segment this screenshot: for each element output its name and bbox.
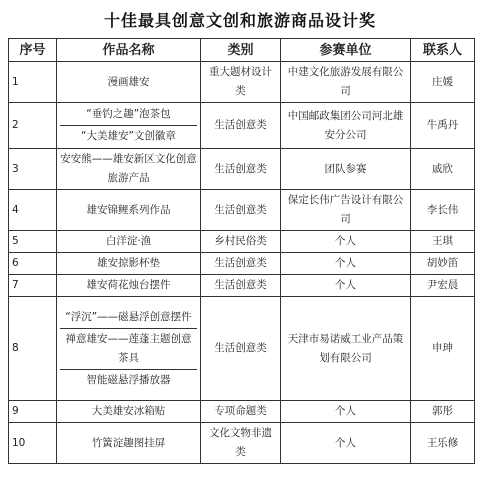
row-number: 8 — [9, 297, 57, 401]
work-name: 竹簧淀趣图挂屏 — [57, 423, 201, 464]
table-row — [9, 149, 475, 190]
work-name: 雄安掠影杯垫 — [57, 253, 201, 275]
table-row — [9, 190, 475, 231]
category-cell: 乡村民俗类 — [201, 231, 281, 253]
table-row — [9, 231, 475, 253]
work-name: 雄安荷花烛台摆件 — [57, 275, 201, 297]
header-row — [9, 39, 475, 62]
table-row — [9, 423, 475, 464]
unit-cell: 个人 — [281, 275, 411, 297]
contact-cell: 戚欣 — [411, 149, 475, 190]
row-number: 6 — [9, 253, 57, 275]
unit-cell: 保定长伟广告设计有限公司 — [281, 190, 411, 231]
category-cell: 生活创意类 — [201, 149, 281, 190]
row-number: 1 — [9, 62, 57, 103]
table-row — [9, 62, 475, 103]
works-cell — [57, 297, 201, 401]
header-works: 作品名称 — [57, 39, 201, 62]
unit-cell: 中建文化旅游发展有限公司 — [281, 62, 411, 103]
unit-cell: 中国邮政集团公司河北雄安分公司 — [281, 103, 411, 149]
works-cell — [57, 103, 201, 149]
row-number: 3 — [9, 149, 57, 190]
unit-cell: 个人 — [281, 423, 411, 464]
header-unit: 参赛单位 — [281, 39, 411, 62]
work-name: 安安熊——雄安新区文化创意旅游产品 — [57, 149, 201, 190]
table-body — [9, 62, 475, 464]
row-number: 7 — [9, 275, 57, 297]
award-table — [8, 38, 475, 464]
contact-cell: 尹宏晨 — [411, 275, 475, 297]
work-name: “大美雄安”文创徽章 — [60, 125, 197, 147]
work-name: 智能磁悬浮播放器 — [60, 369, 197, 391]
work-name: 禅意雄安——莲蓬主题创意茶具 — [60, 328, 197, 369]
category-cell: 生活创意类 — [201, 275, 281, 297]
table-row — [9, 297, 475, 401]
row-number: 4 — [9, 190, 57, 231]
header-category: 类别 — [201, 39, 281, 62]
category-cell: 专项命题类 — [201, 401, 281, 423]
category-cell: 重大题材设计类 — [201, 62, 281, 103]
contact-cell: 郭彤 — [411, 401, 475, 423]
work-name: 大美雄安冰箱贴 — [57, 401, 201, 423]
contact-cell: 牛禹丹 — [411, 103, 475, 149]
category-cell: 生活创意类 — [201, 253, 281, 275]
table-row — [9, 401, 475, 423]
contact-cell: 申珅 — [411, 297, 475, 401]
unit-cell: 天津市易诺威工业产品策划有限公司 — [281, 297, 411, 401]
work-name: 白洋淀·渔 — [57, 231, 201, 253]
row-number: 2 — [9, 103, 57, 149]
unit-cell: 个人 — [281, 253, 411, 275]
row-number: 9 — [9, 401, 57, 423]
document-title: 十佳最具创意文创和旅游商品设计奖 — [103, 11, 376, 30]
unit-cell: 团队参赛 — [281, 149, 411, 190]
unit-cell: 个人 — [281, 231, 411, 253]
table-row — [9, 103, 475, 149]
contact-cell: 庄媛 — [411, 62, 475, 103]
table-row — [9, 275, 475, 297]
work-name: 漫画雄安 — [57, 62, 201, 103]
work-name: “浮沉”——磁悬浮创意摆件 — [65, 310, 192, 323]
category-cell: 文化文物非遗类 — [201, 423, 281, 464]
contact-cell: 胡妙笛 — [411, 253, 475, 275]
unit-cell: 个人 — [281, 401, 411, 423]
category-cell: 生活创意类 — [201, 297, 281, 401]
header-contact: 联系人 — [411, 39, 475, 62]
header-no: 序号 — [9, 39, 57, 62]
row-number: 10 — [9, 423, 57, 464]
row-number: 5 — [9, 231, 57, 253]
work-name: “垂钓之趣”泡茶包 — [86, 108, 171, 120]
table-row — [9, 253, 475, 275]
contact-cell: 王琪 — [411, 231, 475, 253]
category-cell: 生活创意类 — [201, 190, 281, 231]
contact-cell: 李长伟 — [411, 190, 475, 231]
work-name: 雄安锦鲤系列作品 — [57, 190, 201, 231]
contact-cell: 王乐修 — [411, 423, 475, 464]
category-cell: 生活创意类 — [201, 103, 281, 149]
